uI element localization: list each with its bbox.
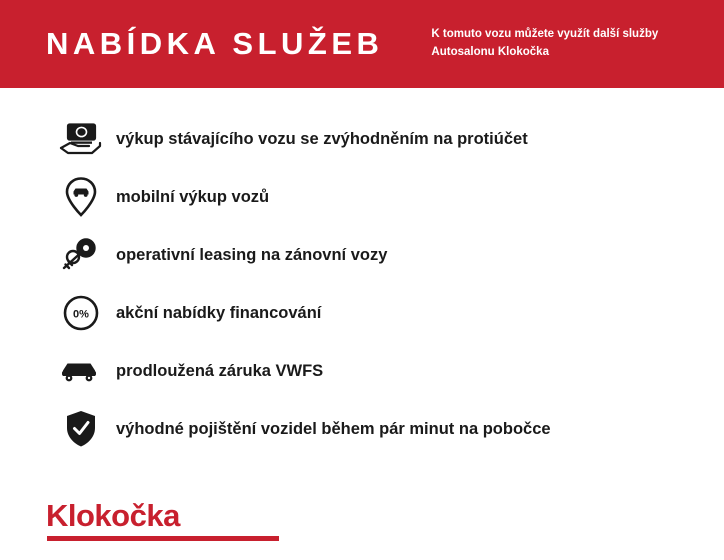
car-front-icon bbox=[58, 348, 104, 394]
list-item-label: akční nabídky financování bbox=[116, 303, 322, 322]
list-item bbox=[0, 226, 724, 284]
list-item bbox=[0, 342, 724, 400]
list-item-label: výhodné pojištění vozidel během pár minut na pobočce bbox=[116, 419, 551, 438]
services-list bbox=[0, 110, 724, 458]
banknote-hand-icon bbox=[58, 116, 104, 162]
list-item-label: výkup stávajícího vozu se zvýhodněním na protiúčet bbox=[116, 129, 528, 148]
map-pin-car-icon bbox=[58, 174, 104, 220]
list-item bbox=[0, 168, 724, 226]
shield-check-icon bbox=[58, 406, 104, 452]
footer bbox=[0, 490, 724, 560]
page-title: NABÍDKA SLUŽEB bbox=[46, 26, 384, 61]
list-item bbox=[0, 284, 724, 342]
list-item-label: mobilní výkup vozů bbox=[116, 187, 270, 206]
list-item-label: prodloužená záruka VWFS bbox=[116, 361, 324, 380]
header-subtitle: K tomuto vozu můžete využít další služby Autosalonu Klokočka bbox=[431, 28, 659, 58]
svg-text:0%: 0% bbox=[73, 308, 89, 321]
brand-logo-underline bbox=[47, 536, 279, 541]
list-item-label: operativní leasing na zánovní vozy bbox=[116, 245, 388, 264]
brand-logo: Klokočka bbox=[46, 498, 180, 533]
header-banner bbox=[0, 0, 724, 88]
list-item bbox=[0, 400, 724, 458]
list-item bbox=[0, 110, 724, 168]
car-keys-icon bbox=[58, 232, 104, 278]
zero-percent-circle-icon bbox=[58, 290, 104, 336]
